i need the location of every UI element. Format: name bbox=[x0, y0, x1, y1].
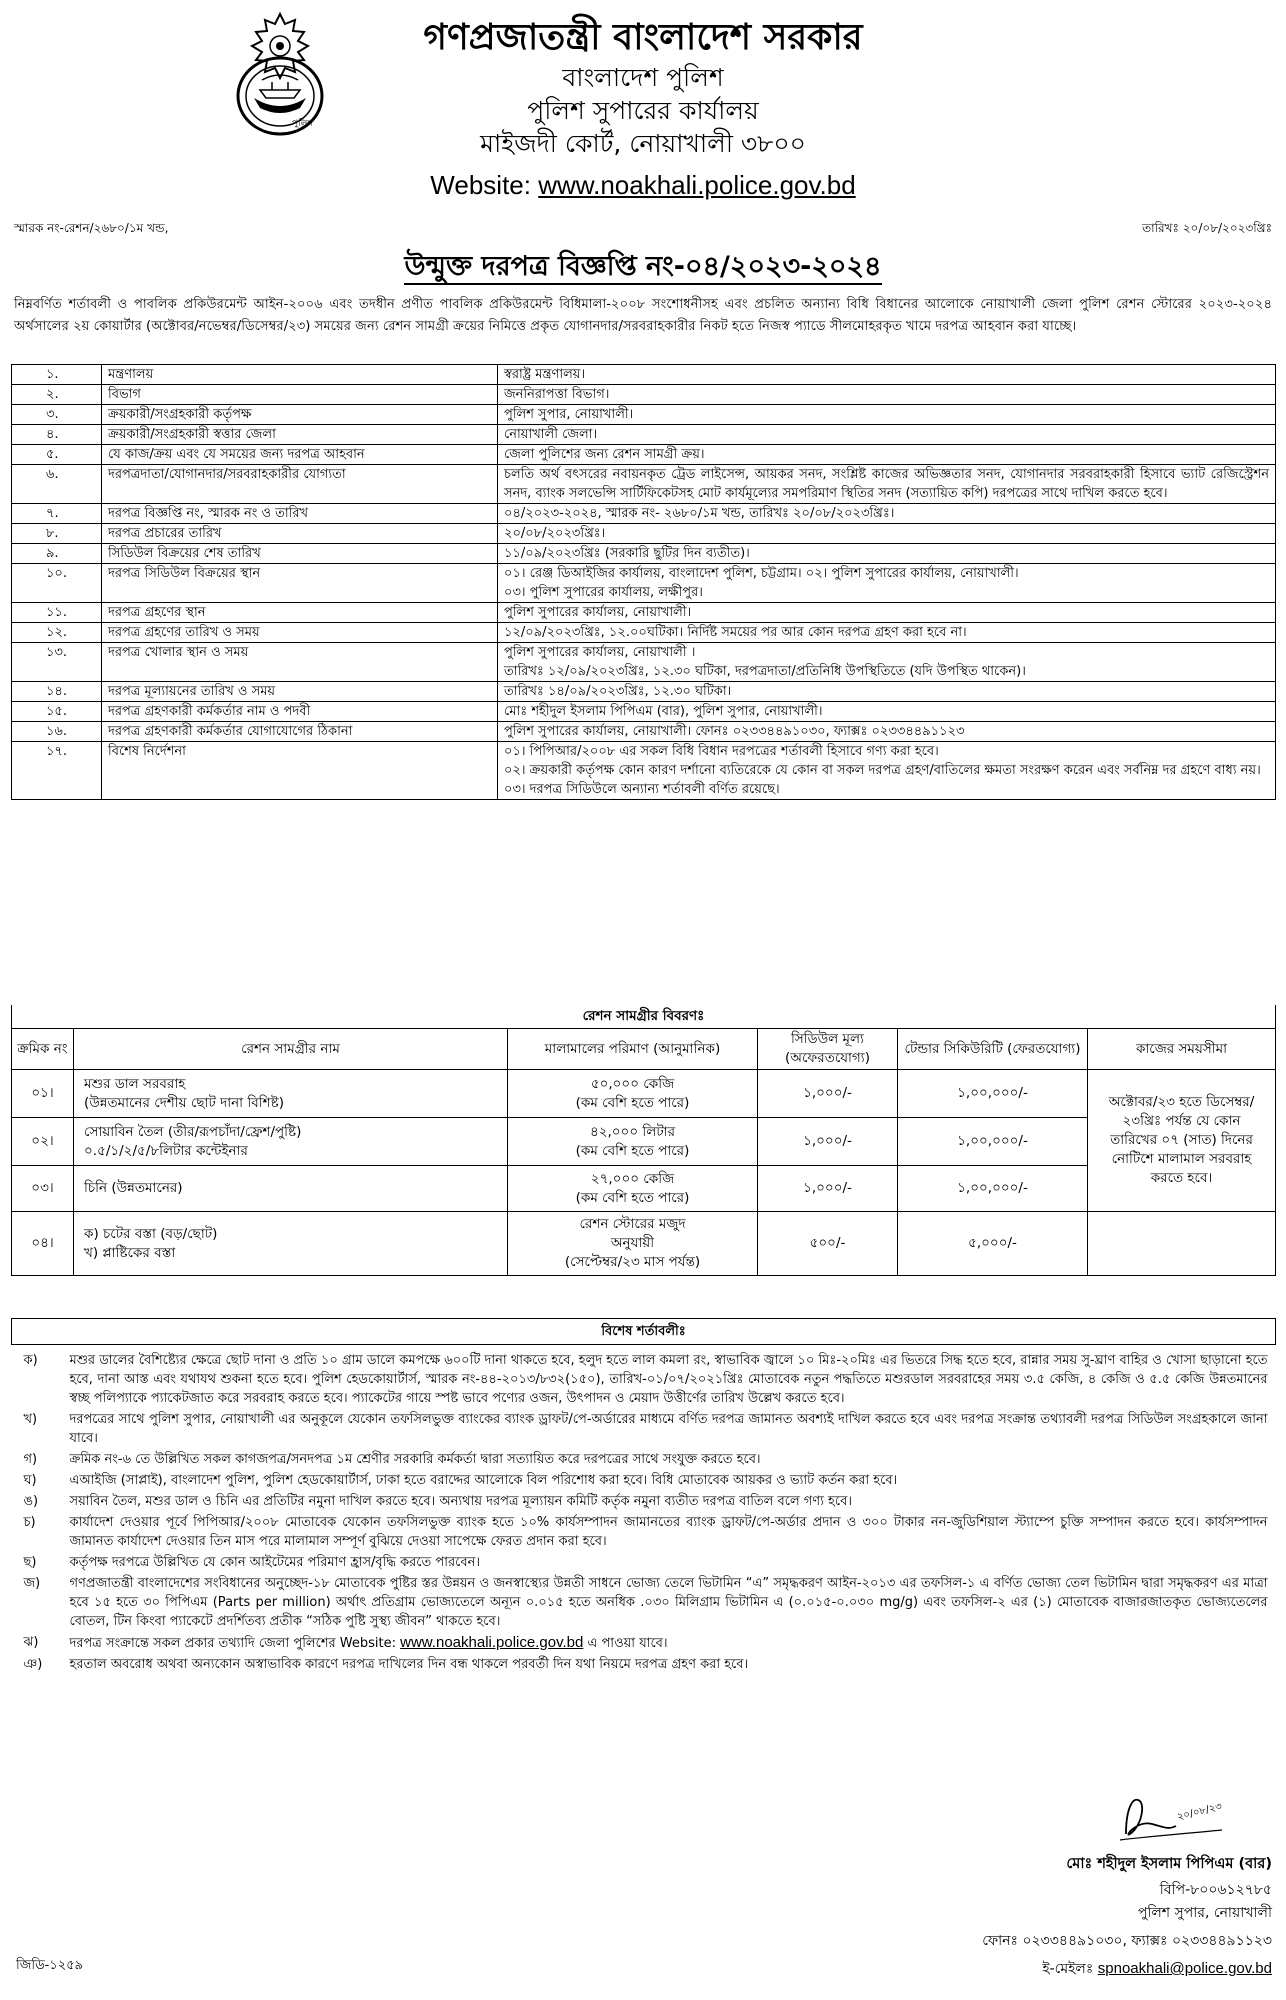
text-line: খ) প্লাষ্টিকের বস্তা bbox=[84, 1244, 176, 1261]
condition-text-cell bbox=[70, 1653, 1276, 1684]
info-serial: ১. bbox=[12, 365, 102, 385]
ration-quantity bbox=[508, 1070, 758, 1118]
info-row bbox=[12, 405, 1276, 425]
info-serial: ৫. bbox=[12, 445, 102, 465]
notice-title-text: উন্মুক্ত দরপত্র বিজ্ঞপ্তি নং-০৪/২০২৩-২০২৪ bbox=[404, 251, 881, 285]
condition-text: গণপ্রজাতন্ত্রী বাংলাদেশের সংবিধানের অনুচ্ছেদ-১৮ মোতাবেক পুষ্টির স্তর উন্নয়ন ও জনস্বাস্থ্যের উন্নতী সাধনে ভোজ্য তেলে ভিটামিন “এ” সমৃদ্ধকরণ আইন-২০১৩ এর তফসিল-১ এ বর্ণিত ভোজ্য তেল ভিটামিন দ্বারা সমৃদ্ধকরণ এর মাত্রা হবে ১৫ হতে ৩০ পিপিএম (Parts per million) অর্থাৎ প্রতিগ্রাম ভোজ্যতেলে অন্যূন ০.০১৫ হতে অনধিক .০৩০ মিলিগ্রাম ভিটামিন এ (০.০১৫-০.০৩০ mg/g) এবং তফসিল-২ এর (১) মোতাবেক বাজারজাতকৃত ভোজ্যতেলের বোতল, টিন কিংবা প্যাকেটে প্রদর্শিতব্য প্রতীক “সঠিক পুষ্টি সুস্থ্য জীবন” থাকতে হবে। bbox=[69, 1576, 1268, 1629]
memo-reference: স্মারক নং-রেশন/২৬৮০/১ম খন্ড, bbox=[14, 221, 169, 235]
email-label: ই-মেইলঃ bbox=[1042, 1961, 1094, 1977]
ration-item-name bbox=[74, 1212, 508, 1276]
info-serial: ১৩. bbox=[12, 643, 102, 682]
text-line: পুলিশ সুপারের কার্যালয়, নোয়াখালী । bbox=[504, 645, 696, 660]
website-link[interactable]: www.noakhali.police.gov.bd bbox=[538, 170, 856, 200]
signature-icon bbox=[1112, 1790, 1232, 1845]
condition-item bbox=[12, 1551, 1276, 1572]
condition-text: দরপত্রের সাথে পুলিশ সুপার, নোয়াখালী এর অনুকূলে যেকোন তফসিলভুক্ত ব্যাংকের ব্যাংক ড্রাফট/পে-অর্ডারের মাধ্যমে বর্ণিত দরপত্র জামানত অবশ্যই দাখিল করতে হবে এবং দরপত্র সংক্রান্ত তথ্যাবলী দরপত্র সিডিউল সংগ্রহকালে জানা যাবে। bbox=[69, 1412, 1268, 1446]
info-serial: ১১. bbox=[12, 603, 102, 623]
tender-info-table bbox=[11, 364, 1276, 800]
text-line: জননিরাপত্তা বিভাগ। bbox=[504, 387, 610, 402]
info-label: দরপত্র গ্রহণের তারিখ ও সময় bbox=[102, 623, 498, 643]
condition-text-cell bbox=[70, 1448, 1276, 1469]
info-row bbox=[12, 385, 1276, 405]
info-value bbox=[498, 385, 1276, 405]
info-row bbox=[12, 524, 1276, 544]
text-line: চলতি অর্থ বৎসরের নবায়নকৃত ট্রেড লাইসেন্স, আয়কর সনদ, সংশ্লিষ্ট কাজের অভিজ্ঞতার সনদ, যোগানদার সরবরাহকারী হিসাবে ভ্যাট রেজিস্ট্রেশন সনদ, ব্যাংক সলভেন্সি সার্টিফিকেটসহ মোট কার্যমূল্যের সমপরিমাণ স্থিতির সনদ (সত্যায়িত কপি) দরপত্রের সাথে দাখিল করতে হবে। bbox=[504, 467, 1269, 501]
condition-key: ক) bbox=[23, 1353, 38, 1368]
condition-item bbox=[12, 1345, 1276, 1409]
text-line: (কম বেশি হতে পারে) bbox=[575, 1094, 690, 1111]
condition-key: খ) bbox=[23, 1412, 38, 1427]
condition-text-cell bbox=[70, 1511, 1276, 1551]
condition-item bbox=[12, 1448, 1276, 1469]
office-address: মাইজদী কোর্ট, নোয়াখালী ৩৮০০ bbox=[480, 129, 806, 158]
condition-key: জ) bbox=[23, 1576, 41, 1591]
ration-quantity bbox=[508, 1118, 758, 1166]
condition-key: ঘ) bbox=[23, 1473, 37, 1488]
ration-tender-security: ৫,০০০/- bbox=[898, 1212, 1088, 1276]
info-serial: ১০. bbox=[12, 564, 102, 603]
condition-text-cell bbox=[70, 1490, 1276, 1511]
text-line: ০১। পিপিআর/২০০৮ এর সকল বিধি বিধান দরপত্রের শর্তাবলী হিসাবে গণ্য করা হবে। bbox=[504, 744, 939, 759]
text-line: ৪২,০০০ লিটার bbox=[589, 1123, 676, 1140]
government-name: গণপ্রজাতন্ত্রী বাংলাদেশ সরকার bbox=[423, 17, 863, 58]
condition-text: ক্রমিক নং-৬ তে উল্লিখিত সকল কাগজপত্র/সনদপত্র ১ম শ্রেণীর সরকারি কর্মকর্তা দ্বারা সত্যায়িত করে দরপত্রের সাথে সংযুক্ত করতে হবে। bbox=[69, 1452, 761, 1467]
info-row bbox=[12, 722, 1276, 742]
signature-date: ২০/০৮/২৩ bbox=[1176, 1801, 1224, 1823]
ration-empty-cell bbox=[1088, 1212, 1276, 1276]
ration-tender-security: ১,০০,০০০/- bbox=[898, 1118, 1088, 1166]
condition-item bbox=[12, 1490, 1276, 1511]
condition-text-cell bbox=[70, 1631, 1276, 1653]
text-line: ১১/০৯/২০২৩খ্রিঃ (সরকারি ছুটির দিন ব্যতীত)। bbox=[504, 546, 750, 561]
condition-text: মশুর ডালের বৈশিষ্ট্যের ক্ষেত্রে ছোট দানা ও প্রতি ১০ গ্রাম ডালে কমপক্ষে ৬০০টি দানা থাকতে হবে, হলুদ হতে লাল কমলা রং, স্বাভাবিক জ্বালে ১০ মিঃ-২০মিঃ এর ভিতরে সিদ্ধ হতে হবে, রান্নার সময় সু-ঘ্রাণ বাহির ও খোসা ছাড়ানো হতে হবে, দানা আস্ত এবং যথাযথ শুকনা হতে হবে। পুলিশ হেডকোয়ার্টার্স, স্মারক নং-৪৪-২০১৩/৮৩২(১৫০), তারিখ-০১/০৭/২০২১খ্রিঃ মোতাবেক নতুন পদ্ধতিতে মশুরডাল সরবরাহের সময় ৩.৫ কেজি, ৪ কেজি ও ৫.৫ কেজি উন্নতমানের স্বচ্ছ পলিপ্যাকে প্যাকেটজাত করে সরবরাহ করতে হবে। প্যাকেটের গায়ে স্পষ্ট ভাবে পণ্যের ওজন, উৎপাদন ও মেয়াদ উত্তীর্ণের তারিখ উল্লেখ করতে হবে। bbox=[69, 1353, 1268, 1406]
ration-schedule-price: ১,০০০/- bbox=[758, 1118, 898, 1166]
info-row bbox=[12, 643, 1276, 682]
ration-serial: ০২। bbox=[12, 1118, 74, 1166]
ration-items-table bbox=[11, 1005, 1276, 1276]
website-line bbox=[0, 170, 1286, 201]
text-line: মশুর ডাল সরবরাহ bbox=[84, 1075, 186, 1092]
signatory-name: মোঃ শহীদুল ইসলাম পিপিএম (বার) bbox=[1066, 1856, 1272, 1872]
info-serial: ২. bbox=[12, 385, 102, 405]
ration-serial: ০৩। bbox=[12, 1166, 74, 1212]
text-line: পুলিশ সুপারের কার্যালয়, নোয়াখালী। bbox=[504, 605, 692, 620]
text-line: ২০/০৮/২০২৩খ্রিঃ। bbox=[504, 526, 606, 541]
text-line: (উন্নতমানের দেশীয় ছোট দানা বিশিষ্ট) bbox=[84, 1094, 284, 1111]
condition-text: সয়াবিন তৈল, মশুর ডাল ও চিনি এর প্রতিটির নমুনা দাখিল করতে হবে। অন্যথায় দরপত্র মূল্যায়ন কমিটি কর্তৃক নমুনা ব্যতীত দরপত্র বাতিল বলে গণ্য হবে। bbox=[69, 1494, 852, 1509]
info-value bbox=[498, 564, 1276, 603]
text-line: পুলিশ সুপার, নোয়াখালী। bbox=[504, 407, 634, 422]
ration-serial: ০১। bbox=[12, 1070, 74, 1118]
text-line: ১২/০৯/২০২৩খ্রিঃ, ১২.০০ঘটিকা। নির্দিষ্ট সময়ের পর আর কোন দরপত্র গ্রহণ করা হবে না। bbox=[504, 625, 967, 640]
info-value bbox=[498, 544, 1276, 564]
condition-text: কার্যাদেশ দেওয়ার পূর্বে পিপিআর/২০০৮ মোতাবেক যেকোন তফসিলভুক্ত ব্যাংক হতে ১০% কার্যসম্পাদন জামানতের ব্যাংক ড্রাফট/পে-অর্ডার প্রদান ও ৩০০ টাকার নন-জুডিশিয়াল স্ট্যাম্পে চুক্তি সম্পাদন করতে হবে। কার্যসম্পাদন জামানত কার্যাদেশ দেওয়ার তিন মাস পরে মালামাল সম্পূর্ণ বুঝিয়ে দেওয়া সাপেক্ষে ফেরত প্রদান করা হবে। bbox=[69, 1515, 1268, 1549]
condition-item bbox=[12, 1653, 1276, 1684]
text-line: পুলিশ সুপারের কার্যালয়, নোয়াখালী। ফোনঃ ০২৩৩৪৪৯১০৩০, ফ্যাক্সঃ ০২৩৩৪৪৯১১২৩ bbox=[504, 724, 965, 739]
condition-text-after: এ পাওয়া যাবে। bbox=[587, 1636, 668, 1651]
info-serial: ১২. bbox=[12, 623, 102, 643]
info-value bbox=[498, 465, 1276, 504]
info-serial: ৯. bbox=[12, 544, 102, 564]
condition-item bbox=[12, 1469, 1276, 1490]
ration-tender-security: ১,০০,০০০/- bbox=[898, 1166, 1088, 1212]
ration-row bbox=[12, 1070, 1276, 1118]
ration-header-cell: মালামালের পরিমাণ (আনুমানিক) bbox=[508, 1029, 758, 1070]
info-serial: ৮. bbox=[12, 524, 102, 544]
info-label: যে কাজ/ক্রয় এবং যে সময়ের জন্য দরপত্র আহবান bbox=[102, 445, 498, 465]
condition-text: হরতাল অবরোধ অথবা অন্যকোন অস্বাভাবিক কারণে দরপত্র দাখিলের দিন বন্ধ থাকলে পরবর্তী দিন যথা নিয়মে দরপত্র গ্রহণ করা হবে। bbox=[69, 1657, 749, 1672]
info-label: দরপত্র গ্রহণকারী কর্মকর্তার যোগাযোগের ঠিকানা bbox=[102, 722, 498, 742]
info-serial: ৩. bbox=[12, 405, 102, 425]
info-serial: ৭. bbox=[12, 504, 102, 524]
info-label: বিশেষ নির্দেশনা bbox=[102, 742, 498, 800]
ration-serial: ০৪। bbox=[12, 1212, 74, 1276]
document-number: জিডি-১২৫৯ bbox=[16, 1958, 84, 1973]
info-value bbox=[498, 365, 1276, 385]
info-serial: ১৪. bbox=[12, 682, 102, 702]
text-line: ০১। রেঞ্জ ডিআইজির কার্যালয়, বাংলাদেশ পুলিশ, চট্টগ্রাম। ০২। পুলিশ সুপারের কার্যালয়, নোয়াখালী। bbox=[504, 566, 1019, 581]
text-line: নোয়াখালী জেলা। bbox=[504, 427, 598, 442]
ration-schedule-price: ৫০০/- bbox=[758, 1212, 898, 1276]
ration-schedule-price: ১,০০০/- bbox=[758, 1166, 898, 1212]
info-label: দরপত্র সিডিউল বিক্রয়ের স্থান bbox=[102, 564, 498, 603]
info-value bbox=[498, 425, 1276, 445]
condition-text: কর্তৃপক্ষ দরপত্রে উল্লিখিত যে কোন আইটেমের পরিমাণ হ্রাস/বৃদ্ধি করতে পারবেন। bbox=[69, 1555, 481, 1570]
condition-text-cell bbox=[70, 1572, 1276, 1631]
info-row bbox=[12, 623, 1276, 643]
ration-row bbox=[12, 1166, 1276, 1212]
website-label: Website: bbox=[430, 170, 531, 200]
info-value bbox=[498, 722, 1276, 742]
office-name: পুলিশ সুপারের কার্যালয় bbox=[527, 96, 759, 125]
condition-website-link[interactable]: www.noakhali.police.gov.bd bbox=[400, 1634, 584, 1651]
ration-caption: রেশন সামগ্রীর বিবরণঃ bbox=[12, 1005, 1276, 1029]
email-link[interactable]: spnoakhali@police.gov.bd bbox=[1097, 1960, 1272, 1977]
info-value bbox=[498, 682, 1276, 702]
department-name: বাংলাদেশ পুলিশ bbox=[562, 63, 724, 92]
ration-header-row bbox=[12, 1029, 1276, 1070]
ration-item-name bbox=[74, 1070, 508, 1118]
condition-key: ঞ) bbox=[23, 1657, 43, 1672]
info-row bbox=[12, 564, 1276, 603]
info-row bbox=[12, 603, 1276, 623]
special-conditions-table bbox=[11, 1318, 1276, 1684]
info-value bbox=[498, 445, 1276, 465]
info-label: ক্রয়কারী/সংগ্রহকারী স্বত্তার জেলা bbox=[102, 425, 498, 445]
condition-key: চ) bbox=[23, 1515, 36, 1530]
info-serial: ৪. bbox=[12, 425, 102, 445]
condition-item bbox=[12, 1572, 1276, 1631]
condition-key: গ) bbox=[23, 1452, 38, 1467]
info-row bbox=[12, 682, 1276, 702]
info-row bbox=[12, 445, 1276, 465]
text-line: জেলা পুলিশের জন্য রেশন সামগ্রী ক্রয়। bbox=[504, 447, 705, 462]
text-line: তারিখঃ ১২/০৯/২০২৩খ্রিঃ, ১২.৩০ ঘটিকা, দরপত্রদাতা/প্রতিনিধি উপস্থিতিতে (যদি উপস্থিত থাকেন)। bbox=[504, 664, 1026, 679]
ration-header-cell: ক্রমিক নং bbox=[12, 1029, 74, 1070]
text-line: (সেপ্টেম্বর/২৩ মাস পর্যন্ত) bbox=[564, 1254, 701, 1270]
ration-row bbox=[12, 1212, 1276, 1276]
text-line: সোয়াবিন তৈল (তীর/রূপচাঁদা/ফ্রেশ/পুষ্টি) bbox=[84, 1123, 302, 1140]
ration-quantity bbox=[508, 1212, 758, 1276]
text-line: ক) চটের বস্তা (বড়/ছোট) bbox=[84, 1225, 218, 1242]
ration-header-cell: সিডিউল মূল্য (অফেরতযোগ্য) bbox=[758, 1029, 898, 1070]
special-conditions-caption: বিশেষ শর্তাবলীঃ bbox=[12, 1319, 1276, 1345]
notice-date: তারিখঃ ২০/০৮/২০২৩খ্রিঃ bbox=[1142, 221, 1272, 235]
ration-item-name bbox=[74, 1118, 508, 1166]
condition-text: এআইজি (সাপ্লাই), বাংলাদেশ পুলিশ, পুলিশ হেডকোয়ার্টার্স, ঢাকা হতে বরাদ্দের আলোকে বিল পরিশোধ করা হবে। বিধি মোতাবেক আয়কর ও ভ্যাট কর্তন করা হবে। bbox=[69, 1473, 898, 1488]
intro-paragraph: নিম্নবর্ণিত শর্তাবলী ও পাবলিক প্রকিউরমেন্ট আইন-২০০৬ এবং তদধীন প্রণীত পাবলিক প্রকিউরমেন্ট বিধিমালা-২০০৮ সংশোধনীসহ এবং প্রচলিত অন্যান্য বিধি বিধানের আলোকে নোয়াখালী জেলা পুলিশ রেশন স্টোরের ২০২৩-২০২৪ অর্থসালের ২য় কোয়ার্টার (অক্টোবর/নভেম্বর/ডিসেম্বর/২৩) সময়ের জন্য রেশন সামগ্রী ক্রয়ের নিমিত্তে প্রকৃত যোগানদার/সরবরাহকারীর নিকট হতে নিজস্ব প্যাডে সীলমোহরকৃত খামে দরপত্র আহবান করা যাচ্ছে। bbox=[14, 297, 1272, 334]
ration-header-cell: কাজের সময়সীমা bbox=[1088, 1029, 1276, 1070]
info-row bbox=[12, 465, 1276, 504]
info-value bbox=[498, 702, 1276, 722]
text-line: ২৭,০০০ কেজি bbox=[590, 1170, 675, 1187]
text-line: ০২। ক্রয়কারী কর্তৃপক্ষ কোন কারণ দর্শানো ব্যতিরেকে যে কোন বা সকল দরপত্র গ্রহণ/বাতিলের ক্ষমতা সংরক্ষণ করেন এবং সর্বনিম্ন দর গ্রহণে বাধ্য নয়। bbox=[504, 763, 1261, 778]
info-serial: ১৫. bbox=[12, 702, 102, 722]
text-line: অনুযায়ী bbox=[610, 1235, 655, 1251]
info-label: দরপত্র বিজ্ঞপ্তি নং, স্মারক নং ও তারিখ bbox=[102, 504, 498, 524]
condition-item bbox=[12, 1631, 1276, 1653]
info-value bbox=[498, 742, 1276, 800]
text-line: ০৩। দরপত্র সিডিউলে অন্যান্য শর্তাবলী বর্ণিত রয়েছে। bbox=[504, 782, 780, 797]
info-serial: ১৭. bbox=[12, 742, 102, 800]
info-value bbox=[498, 643, 1276, 682]
info-label: দরপত্রদাতা/যোগানদার/সরবরাহকারীর যোগ্যতা bbox=[102, 465, 498, 504]
text-line: মোঃ শহীদুল ইসলাম পিপিএম (বার), পুলিশ সুপার, নোয়াখালী। bbox=[504, 704, 823, 719]
info-row bbox=[12, 365, 1276, 385]
info-serial: ৬. bbox=[12, 465, 102, 504]
info-row bbox=[12, 504, 1276, 524]
info-label: দরপত্র গ্রহণের স্থান bbox=[102, 603, 498, 623]
signatory-bp-number: বিপি-৮০০৬১২৭৮৫ bbox=[1159, 1882, 1272, 1898]
info-label: সিডিউল বিক্রয়ের শেষ তারিখ bbox=[102, 544, 498, 564]
info-value bbox=[498, 623, 1276, 643]
signatory-designation: পুলিশ সুপার, নোয়াখালী bbox=[1137, 1905, 1272, 1921]
condition-item bbox=[12, 1511, 1276, 1551]
condition-item bbox=[12, 1408, 1276, 1448]
info-serial: ১৬. bbox=[12, 722, 102, 742]
condition-text-cell bbox=[70, 1408, 1276, 1448]
info-label: দরপত্র মূল্যায়নের তারিখ ও সময় bbox=[102, 682, 498, 702]
info-row bbox=[12, 742, 1276, 800]
info-value bbox=[498, 504, 1276, 524]
signatory-phone-fax: ফোনঃ ০২৩৩৪৪৯১০৩০, ফ্যাক্সঃ ০২৩৩৪৪৯১১২৩ bbox=[982, 1933, 1272, 1949]
condition-text-cell bbox=[70, 1469, 1276, 1490]
emblem-text: পুলিশ bbox=[292, 119, 313, 129]
text-line: ০৩। পুলিশ সুপারের কার্যালয়, লক্ষীপুর। bbox=[504, 585, 703, 600]
ration-quantity bbox=[508, 1166, 758, 1212]
info-label: দরপত্র প্রচারের তারিখ bbox=[102, 524, 498, 544]
ration-item-name bbox=[74, 1166, 508, 1212]
condition-text-cell bbox=[70, 1345, 1276, 1409]
text-line: (কম বেশি হতে পারে) bbox=[575, 1189, 690, 1206]
signatory-email-line bbox=[872, 1957, 1272, 1981]
info-row bbox=[12, 425, 1276, 445]
ration-tender-security: ১,০০,০০০/- bbox=[898, 1070, 1088, 1118]
ration-header-cell: রেশন সামগ্রীর নাম bbox=[74, 1029, 508, 1070]
text-line: (কম বেশি হতে পারে) bbox=[575, 1142, 690, 1159]
info-label: বিভাগ bbox=[102, 385, 498, 405]
condition-key: ছ) bbox=[23, 1555, 37, 1570]
info-value bbox=[498, 524, 1276, 544]
info-label: ক্রয়কারী/সংগ্রহকারী কর্তৃপক্ষ bbox=[102, 405, 498, 425]
text-line: ৫০,০০০ কেজি bbox=[590, 1075, 675, 1092]
info-label: দরপত্র খোলার স্থান ও সময় bbox=[102, 643, 498, 682]
text-line: রেশন স্টোরের মজুদ bbox=[579, 1216, 686, 1232]
info-row bbox=[12, 702, 1276, 722]
info-label: মন্ত্রণালয় bbox=[102, 365, 498, 385]
text-line: ০৪/২০২৩-২০২৪, স্মারক নং- ২৬৮০/১ম খন্ড, তারিখঃ ২০/০৮/২০২৩খ্রিঃ। bbox=[504, 506, 895, 521]
ration-schedule-price: ১,০০০/- bbox=[758, 1070, 898, 1118]
info-row bbox=[12, 544, 1276, 564]
ration-time-limit: অক্টোবর/২৩ হতে ডিসেম্বর/২৩খ্রিঃ পর্যন্ত যে কোন তারিখের ০৭ (সাত) দিনের নোটিশে মালামাল সরবরাহ করতে হবে। bbox=[1088, 1070, 1276, 1212]
condition-key: ঝ) bbox=[23, 1635, 39, 1650]
info-label: দরপত্র গ্রহণকারী কর্মকর্তার নাম ও পদবী bbox=[102, 702, 498, 722]
text-line: ০.৫/১/২/৫/৮লিটার কন্টেইনার bbox=[84, 1142, 248, 1159]
text-line: চিনি (উন্নতমানের) bbox=[84, 1180, 183, 1196]
ration-header-cell: টেন্ডার সিকিউরিটি (ফেরতযোগ্য) bbox=[898, 1029, 1088, 1070]
text-line: তারিখঃ ১৪/০৯/২০২৩খ্রিঃ, ১২.৩০ ঘটিকা। bbox=[504, 684, 732, 699]
condition-key: ঙ) bbox=[23, 1494, 39, 1509]
condition-text: দরপত্র সংক্রান্তে সকল প্রকার তথ্যাদি জেলা পুলিশের Website: bbox=[69, 1636, 396, 1651]
condition-text-cell bbox=[70, 1551, 1276, 1572]
notice-title bbox=[0, 246, 1286, 291]
text-line: স্বরাষ্ট্র মন্ত্রণালয়। bbox=[504, 367, 586, 382]
info-value bbox=[498, 603, 1276, 623]
info-value bbox=[498, 405, 1276, 425]
ration-row bbox=[12, 1118, 1276, 1166]
